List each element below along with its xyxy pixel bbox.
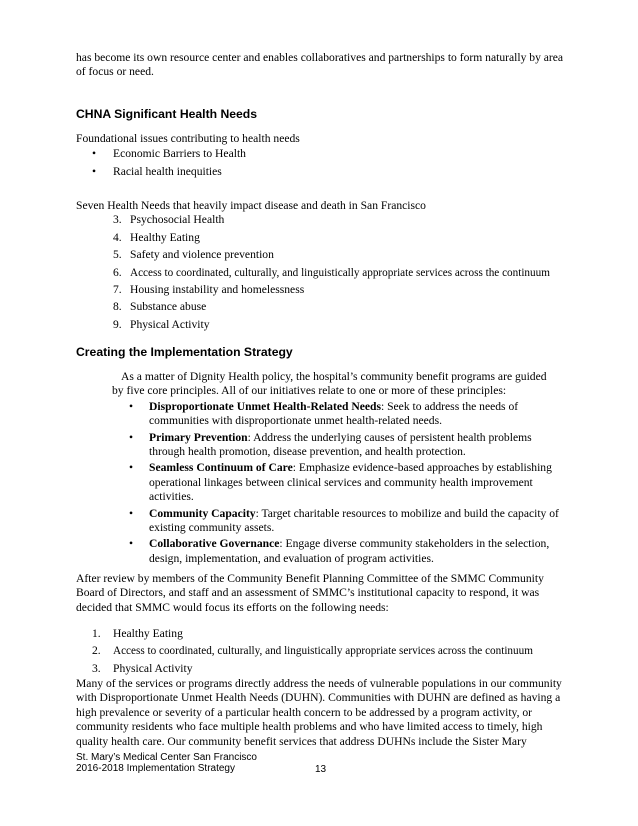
foundational-section: [76, 132, 568, 179]
bullet-icon: •: [92, 147, 97, 161]
list-item: • Disproportionate Unmet Health-Related Needs: Seek to address the needs of communities with disproportionate unmet health-related needs.: [129, 399, 519, 428]
list-item: • Community Capacity: Target charitable resources to mobilize and build the capacity of existing community assets.: [129, 506, 559, 535]
foundational-list: [76, 147, 568, 179]
bullet-icon: •: [129, 430, 134, 444]
list-item: 4. Healthy Eating: [113, 230, 200, 244]
intro-paragraph: has become its own resource center and enables collaboratives and partnerships to form naturally by area of focus or need.: [76, 51, 564, 79]
list-item: 3. Physical Activity: [92, 661, 193, 675]
closing-section: [76, 677, 568, 749]
list-item: • Racial health inequities: [92, 164, 222, 178]
focus-needs-list: [76, 627, 568, 676]
list-item: 6. Access to coordinated, culturally, and linguistically appropriate services across the continuum: [113, 265, 550, 279]
bullet-icon: •: [129, 399, 134, 413]
list-item: 9. Physical Activity: [113, 317, 210, 331]
list-item: 7. Housing instability and homelessness: [113, 283, 305, 297]
strategy-heading: Creating the Implementation Strategy: [76, 345, 293, 359]
after-review-paragraph: After review by members of the Community Benefit Planning Committee of the SMMC Community Board of Directors, and staff and an assessment of SMMC’s institutional capacity to respond, it was decided that SMMC would focus its efforts on the following needs:: [76, 572, 544, 614]
list-item: 3. Psychosocial Health: [113, 213, 225, 227]
seven-needs-section: [76, 199, 568, 332]
principles-list: [112, 400, 560, 566]
list-item: 8. Substance abuse: [113, 300, 207, 314]
foundational-label: Foundational issues contributing to health needs: [76, 132, 300, 145]
list-item: 1. Healthy Eating: [92, 627, 183, 640]
chna-heading: CHNA Significant Health Needs: [76, 107, 258, 121]
after-review-section: [76, 572, 568, 615]
footer-org: St. Mary’s Medical Center San Francisco: [76, 752, 257, 763]
bullet-icon: •: [92, 164, 97, 178]
principles-section: [112, 370, 560, 566]
list-item: • Primary Prevention: Address the underlying causes of persistent health problems through health promotion, disease prevention, and health protection.: [129, 430, 532, 459]
bullet-icon: •: [129, 506, 134, 520]
list-item: 5. Safety and violence prevention: [113, 248, 274, 262]
page-number: 13: [315, 763, 327, 775]
footer-doc-title: 2016-2018 Implementation Strategy: [76, 763, 235, 775]
intro-continuation: [76, 51, 568, 80]
seven-needs-list: [76, 213, 568, 332]
bullet-icon: •: [129, 461, 134, 475]
closing-paragraph: Many of the services or programs directly address the needs of vulnerable populations in our community with Disproportionate Unmet Health Needs (DUHN). Communities with DUHN are defined as having a high prevalence or severity of a particular health concern to be addressed by a program activity, or community residents who face multiple health problems and who have limited access to timely, high quality health care. Our community benefit services that address DUHNs include the Sister Mary: [76, 677, 562, 748]
bullet-icon: •: [129, 537, 134, 551]
list-item: • Collaborative Governance: Engage diverse community stakeholders in the selection, design, implementation, and evaluation of program activities.: [129, 537, 550, 565]
list-item: • Seamless Continuum of Care: Emphasize evidence-based approaches by establishing operational linkages between clinical services and community health improvement activities.: [129, 461, 552, 504]
page-footer: [76, 752, 257, 775]
list-item: 2. Access to coordinated, culturally, and linguistically appropriate services across the continuum: [92, 644, 533, 658]
seven-needs-label: Seven Health Needs that heavily impact disease and death in San Francisco: [76, 199, 426, 212]
focus-needs-section: [76, 627, 568, 676]
list-item: • Economic Barriers to Health: [92, 147, 246, 161]
principles-intro: As a matter of Dignity Health policy, the hospital’s community benefit programs are guided by five core principles. All of our initiatives relate to one or more of these principles:: [112, 370, 547, 398]
